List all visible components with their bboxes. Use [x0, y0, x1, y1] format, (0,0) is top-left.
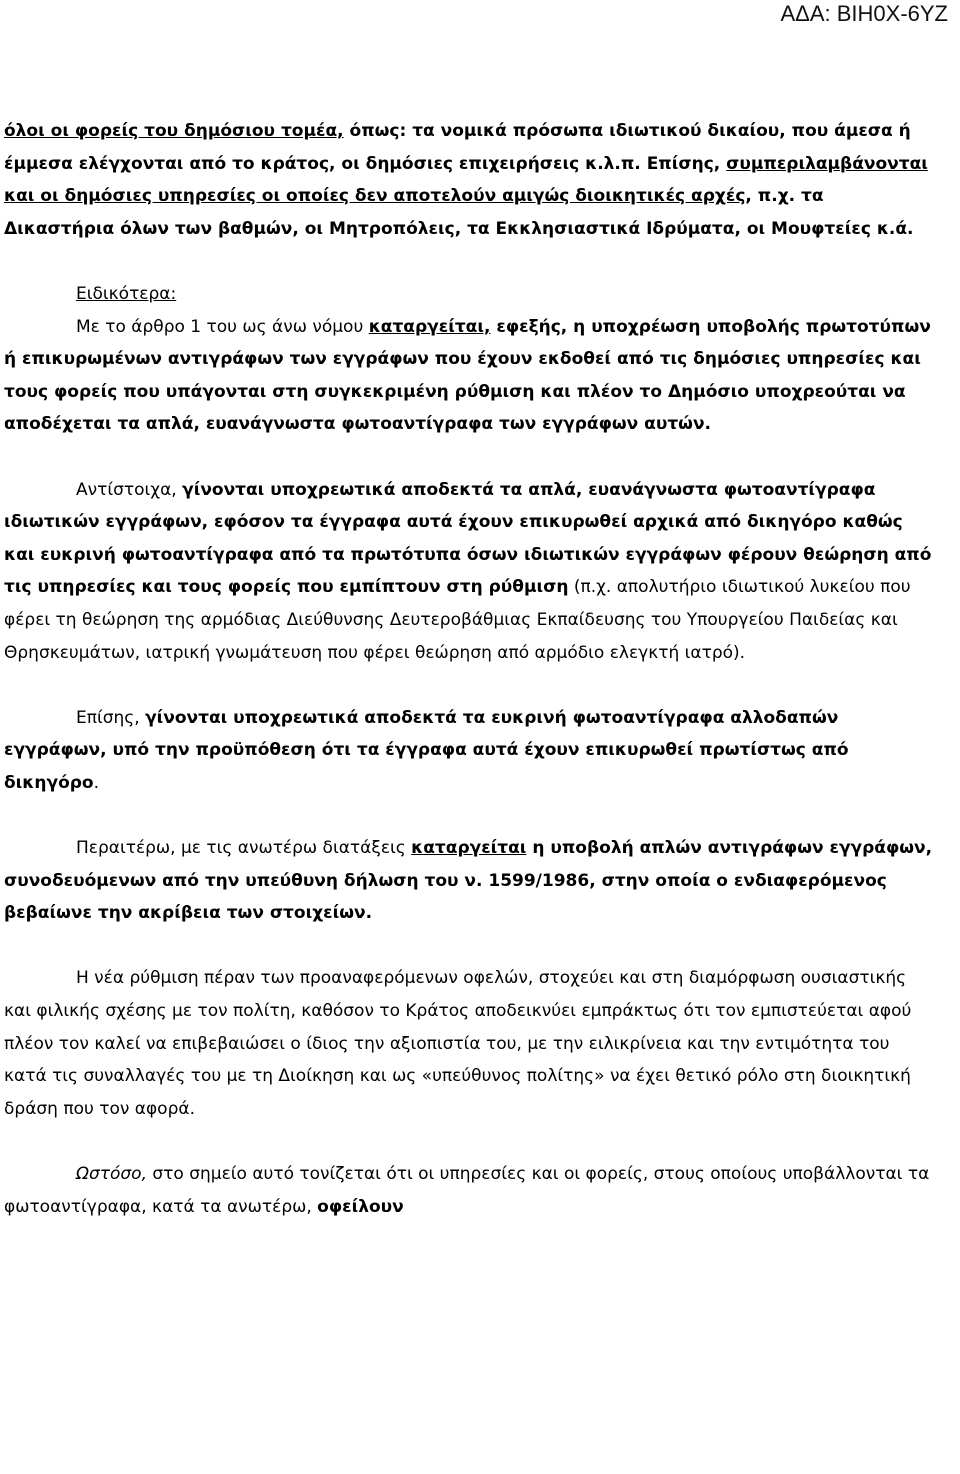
scope-bold-underlined-2: συμπεριλαμβάνονται και οι δημόσιες υπηρεσίες οι οποίες δεν αποτελούν αμιγώς διοικητικές αρχές	[4, 153, 928, 207]
paragraph-new-regulation	[4, 962, 934, 1125]
scope-bold: όπως: τα νομικά πρόσωπα ιδιωτικού δικαίου, που άμεσα ή έμμεσα ελέγχονται από το κράτος, οι δημόσιες επιχειρήσεις κ.λ.π. Επίσης,	[4, 121, 911, 174]
however-bold: οφείλουν	[317, 1196, 404, 1217]
however-text: στο σημείο αυτό τονίζεται ότι οι υπηρεσίες και οι φορείς, στους οποίους υποβάλλονται τα φωτοαντίγραφα, κατά τα ανωτέρω,	[4, 1164, 930, 1217]
document-id: ΑΔΑ: ΒΙΗ0Χ-6ΥΖ	[780, 1, 948, 26]
foreign-end: .	[93, 772, 99, 793]
paragraph-scope	[4, 115, 934, 245]
furthermore-lead: Περαιτέρω, με τις ανωτέρω διατάξεις	[76, 838, 412, 859]
paragraph-specifically	[4, 278, 934, 441]
correspondingly-lead: Αντίστοιχα,	[76, 479, 183, 500]
correspondingly-example: (π.χ. απολυτήριο ιδιωτικού λυκείου που φέρει τη θεώρηση της αρμόδιας Διεύθυνσης Δευτεροβάθμιας Εκπαίδευσης του Υπουργείου Παιδείας και Θρησκευμάτων, ιατρική γνωμάτευση που φέρει θεώρηση από αρμόδιο ελεγκτή ιατρό).	[4, 577, 911, 663]
specifically-text: Με το άρθρο 1 του ως άνω νόμου	[76, 316, 369, 337]
furthermore-bold: η υποβολή απλών αντιγράφων εγγράφων, συνοδευόμενων από την υπεύθυνη δήλωση του ν. 1599/1986, στην οποία ο ενδιαφερόμενος βεβαίωνε την ακρίβεια των στοιχείων.	[4, 838, 933, 924]
abolished-word-2: καταργείται	[411, 838, 527, 859]
new-regulation-text: Η νέα ρύθμιση πέραν των προαναφερόμενων οφελών, στοχεύει και στη διαμόρφωση ουσιαστικής και φιλικής σχέσης με τον πολίτη, καθόσον το Κράτος αποδεικνύει εμπράκτως ότι τον εμπιστεύεται αφού πλέον τον καλεί να επιβεβαιώσει ο ίδιος την αξιοπιστία του, με την ειλικρίνεια και την εντιμότητα του κατά τις συναλλαγές του με τη Διοίκηση και ως «υπεύθυνος πολίτης» να έχει θετικό ρόλο στη διοικητική δράση που τον αφορά.	[4, 968, 912, 1119]
specifically-heading: Ειδικότερα:	[76, 283, 177, 304]
paragraph-however	[4, 1158, 934, 1223]
specifically-bold: εφεξής, η υποχρέωση υποβολής πρωτοτύπων ή επικυρωμένων αντιγράφων των εγγράφων που έχουν εκδοθεί από τις δημόσιες υπηρεσίες και τους φορείς που υπάγονται στη συγκεκριμένη ρύθμιση και πλέον το Δημόσιο υποχρεούται να αποδέχεται τα απλά, ευανάγνωστα φωτοαντίγραφα των εγγράφων αυτών.	[4, 316, 931, 435]
foreign-lead: Επίσης,	[76, 707, 146, 728]
abolished-word: καταργείται,	[368, 316, 491, 337]
paragraph-foreign-docs	[4, 702, 934, 800]
however-italic: Ωστόσο,	[76, 1164, 147, 1184]
paragraph-correspondingly	[4, 474, 934, 670]
scope-bold-2: , π.χ. τα Δικαστήρια όλων των βαθμών, οι Μητροπόλεις, τα Εκκλησιαστικά Ιδρύματα, οι Μουφτείες κ.ά.	[4, 186, 914, 239]
foreign-bold: γίνονται υποχρεωτικά αποδεκτά τα ευκρινή φωτοαντίγραφα αλλοδαπών εγγράφων, υπό την προϋπόθεση ότι τα έγγραφα αυτά έχουν επικυρωθεί πρωτίστως από δικηγόρο	[4, 707, 849, 793]
paragraph-furthermore	[4, 832, 934, 930]
correspondingly-bold: γίνονται υποχρεωτικά αποδεκτά τα απλά, ευανάγνωστα φωτοαντίγραφα ιδιωτικών εγγράφων, εφόσον τα έγγραφα αυτά έχουν επικυρωθεί αρχικά από δικηγόρο καθώς και ευκρινή φωτοαντίγραφα από τα πρωτότυπα όσων ιδιωτικών εγγράφων φέρουν θεώρηση από τις υπηρεσίες και τους φορείς που εμπίπτουν στη ρύθμιση	[4, 479, 932, 598]
document-body	[4, 115, 934, 1223]
scope-bold-underlined: όλοι οι φορείς του δημόσιου τομέα,	[4, 121, 344, 141]
